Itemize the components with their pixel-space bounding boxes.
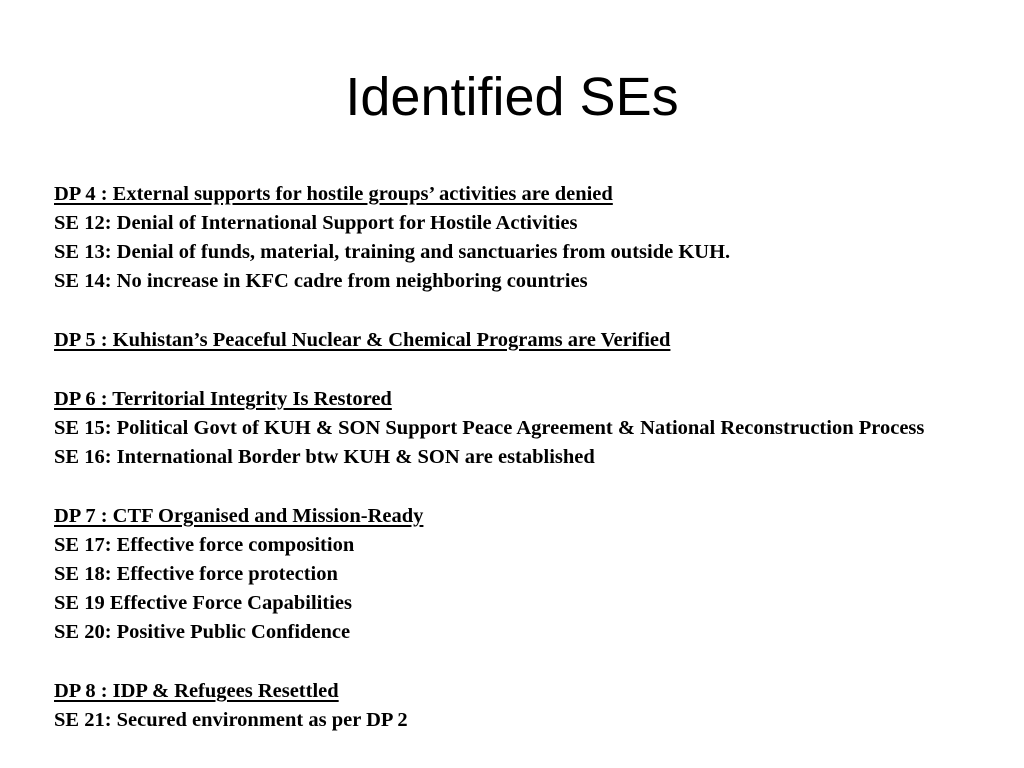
supporting-effect-item: SE 16: International Border btw KUH & SON are established [54,446,595,468]
spacer [54,647,1004,677]
supporting-effect-item: SE 12: Denial of International Support for Hostile Activities [54,212,578,234]
decisive-point-heading: DP 4 : External supports for hostile groups’ activities are denied [54,183,613,205]
slide-body [54,180,1004,735]
decisive-point-heading: DP 6 : Territorial Integrity Is Restored [54,388,392,410]
supporting-effect-item: SE 17: Effective force composition [54,534,355,556]
supporting-effect-item: SE 19 Effective Force Capabilities [54,592,352,614]
decisive-point-heading: DP 8 : IDP & Refugees Resettled [54,680,339,702]
spacer [54,296,1004,326]
supporting-effect-item: SE 13: Denial of funds, material, training and sanctuaries from outside KUH. [54,241,731,263]
supporting-effect-item: SE 18: Effective force protection [54,563,338,585]
decisive-point-heading: DP 5 : Kuhistan’s Peaceful Nuclear & Chemical Programs are Verified [54,329,671,351]
spacer [54,355,1004,385]
supporting-effect-item: SE 20: Positive Public Confidence [54,621,351,643]
spacer [54,472,1004,502]
supporting-effect-item: SE 14: No increase in KFC cadre from neighboring countries [54,270,588,292]
decisive-point-heading: DP 7 : CTF Organised and Mission-Ready [54,505,424,527]
supporting-effect-item: SE 15: Political Govt of KUH & SON Support Peace Agreement & National Reconstruction Process [54,417,925,439]
supporting-effect-item: SE 21: Secured environment as per DP 2 [54,709,408,731]
slide-title: Identified SEs [345,67,679,127]
